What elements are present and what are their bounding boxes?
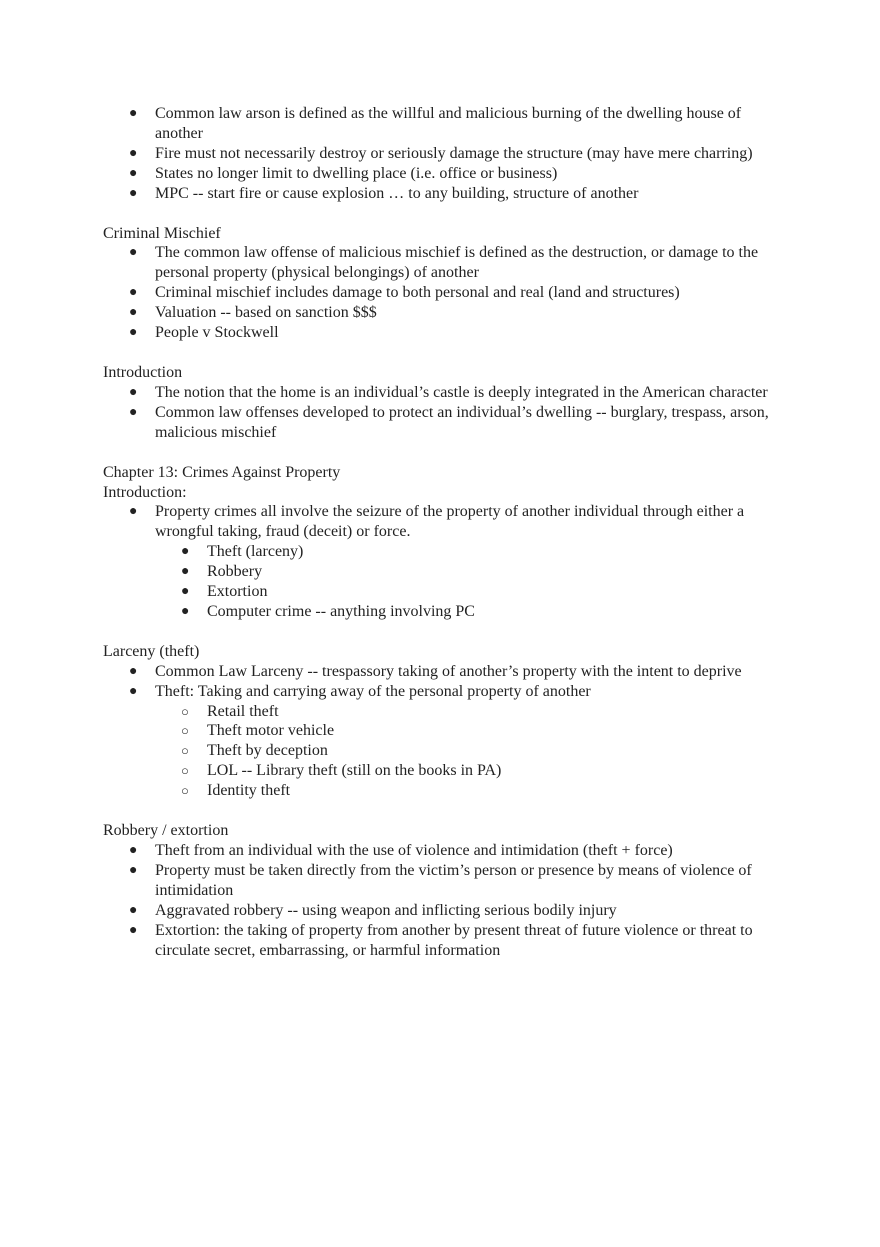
chapter-title: Chapter 13: Crimes Against Property — [103, 463, 341, 481]
sub-list-item: ● Extortion — [181, 583, 268, 601]
sub-list-item: ● Computer crime -- anything involving PC — [181, 602, 475, 620]
bullet-icon: ● — [129, 922, 138, 938]
arson-list — [103, 104, 783, 204]
bullet-icon: ● — [129, 384, 138, 400]
sub-list-item: ○ Identity theft — [181, 782, 291, 800]
sub-list-item: ● Theft (larceny) — [181, 543, 304, 561]
robbery-list — [103, 841, 783, 960]
list-item: ● Common law arson is defined as the willful and malicious burning of the dwelling house of another — [129, 105, 742, 142]
bullet-icon: ● — [129, 843, 138, 858]
bullet-icon: ● — [129, 862, 138, 878]
list-item: ● People v Stockwell — [129, 324, 279, 342]
sub-list-item: ○ Theft by deception — [181, 742, 328, 760]
property-crimes-sublist — [103, 542, 783, 622]
bullet-icon: ● — [129, 902, 138, 918]
hollow-bullet-icon: ○ — [181, 723, 189, 739]
list-item: ● Extortion: the taking of property from another by present threat of future violence or threat to circulate secret, embarrassing, or harmful information — [129, 921, 753, 959]
criminal-mischief-section — [103, 224, 783, 343]
list-item: ● Aggravated robbery -- using weapon and inflicting serious bodily injury — [129, 901, 617, 919]
list-item: ● Common law offenses developed to protect an individual’s dwelling -- burglary, trespass, arson, malicious mischief — [129, 403, 769, 441]
bullet-icon: ● — [129, 325, 138, 341]
bullet-icon: ● — [129, 305, 138, 321]
arson-section — [103, 104, 783, 204]
bullet-icon: ● — [129, 285, 138, 301]
list-item: ● Property crimes all involve the seizure of the property of another individual through either a wrongful taking, fraud (deceit) or force. — [129, 503, 745, 541]
chapter-13-list — [103, 502, 783, 542]
list-item: ● Theft from an individual with the use of violence and intimidation (theft + force) — [129, 842, 673, 859]
list-item: ● Valuation -- based on sanction $$$ — [129, 304, 377, 322]
theft-types-sublist — [103, 702, 783, 802]
bullet-icon: ● — [129, 663, 138, 679]
section-heading: Introduction: — [103, 483, 187, 501]
sub-list-item: ○ LOL -- Library theft (still on the books in PA) — [181, 762, 502, 780]
bullet-icon: ● — [129, 106, 138, 121]
sub-list-item: ○ Theft motor vehicle — [181, 722, 335, 740]
list-item: ● Common Law Larceny -- trespassory taking of another’s property with the intent to deprive — [129, 662, 742, 680]
section-heading: Robbery / extortion — [103, 822, 229, 840]
hollow-bullet-icon: ○ — [181, 743, 189, 759]
list-item: ● Theft: Taking and carrying away of the personal property of another — [129, 682, 591, 700]
sub-list-item: ○ Retail theft — [181, 702, 279, 720]
section-heading: Introduction — [103, 363, 183, 381]
list-item: ● States no longer limit to dwelling place (i.e. office or business) — [129, 164, 558, 182]
bullet-icon: ● — [129, 683, 138, 699]
list-item: ● MPC -- start fire or cause explosion … to any building, structure of another — [129, 184, 639, 202]
bullet-icon: ● — [129, 504, 138, 520]
bullet-icon: ● — [181, 564, 190, 580]
bullet-icon: ● — [181, 584, 190, 600]
mischief-list — [103, 243, 783, 343]
hollow-bullet-icon: ○ — [181, 703, 189, 719]
list-item: ● Property must be taken directly from the victim’s person or presence by means of violence of intimidation — [129, 861, 752, 899]
chapter-13-section — [103, 463, 783, 622]
bullet-icon: ● — [129, 404, 138, 420]
larceny-section — [103, 642, 783, 801]
list-item: ● The notion that the home is an individual’s castle is deeply integrated in the American character — [129, 383, 768, 401]
hollow-bullet-icon: ○ — [181, 783, 189, 799]
introduction-section — [103, 363, 783, 443]
section-heading: Criminal Mischief — [103, 224, 221, 242]
sub-list-item: ● Robbery — [181, 563, 263, 581]
introduction-list — [103, 383, 783, 443]
section-heading: Larceny (theft) — [103, 642, 200, 660]
bullet-icon: ● — [129, 145, 138, 161]
bullet-icon: ● — [181, 603, 190, 619]
robbery-extortion-section — [103, 821, 783, 960]
bullet-icon: ● — [129, 165, 138, 181]
document-body — [103, 104, 783, 980]
hollow-bullet-icon: ○ — [181, 763, 189, 779]
list-item: ● Criminal mischief includes damage to both personal and real (land and structures) — [129, 284, 680, 302]
list-item: ● The common law offense of malicious mischief is defined as the destruction, or damage to the personal property (physical belongings) of another — [129, 244, 759, 282]
bullet-icon: ● — [129, 185, 138, 201]
bullet-icon: ● — [181, 544, 190, 560]
larceny-list — [103, 662, 783, 702]
bullet-icon: ● — [129, 245, 138, 261]
list-item: ● Fire must not necessarily destroy or seriously damage the structure (may have mere charring) — [129, 144, 753, 162]
